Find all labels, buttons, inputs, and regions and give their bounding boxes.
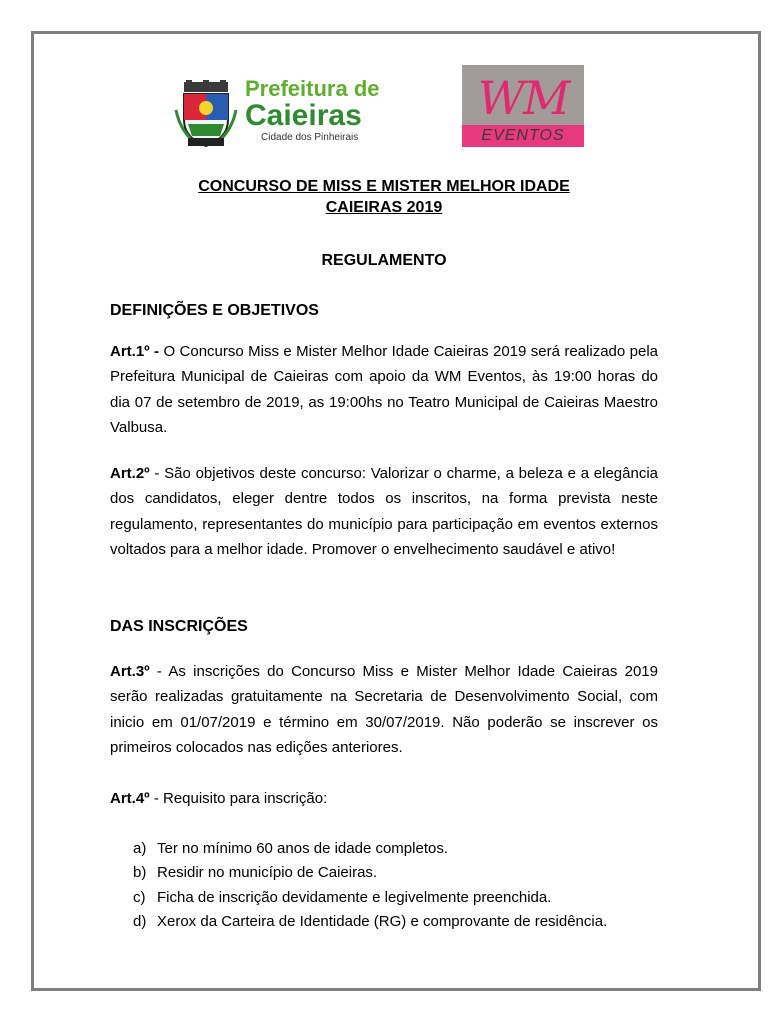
list-item-letter: c) [133,888,146,906]
header-logos [0,60,768,155]
list-item [133,910,607,934]
prefeitura-line2: Caieiras [245,99,362,132]
list-item [133,837,607,861]
caieiras-crest-logo [174,80,238,150]
document-title [0,176,768,218]
article-2-text: - São objetivos deste concurso: Valorizar o charme, a beleza e a elegância dos candidatos, eleger dentre todos os inscritos, na forma prevista neste regulamento, representantes do município para participação em eventos externos voltados para a melhor idade. Promover o envelhecimento saudável e ativo! [110,465,658,558]
prefeitura-line1: Prefeitura de [245,76,380,101]
article-1-label: Art.1º - [110,343,160,360]
wm-eventos-bar: EVENTOS [462,125,584,147]
section-heading-inscricoes: DAS INSCRIÇÕES [110,618,248,635]
prefeitura-caieiras-logo [245,78,380,143]
article-1-text: O Concurso Miss e Mister Melhor Idade Caieiras 2019 será realizado pela Prefeitura Municipal de Caieiras com apoio da WM Eventos, às 19:00 horas do dia 07 de setembro de 2019, as 19:00hs no Teatro Municipal de Caieiras Maestro Valbusa. [110,343,658,436]
section-heading-definicoes: DEFINIÇÕES E OBJETIVOS [110,302,319,319]
article-4-label: Art.4º [110,790,150,807]
title-line1: CONCURSO DE MISS E MISTER MELHOR IDADE [198,178,570,195]
article-2 [110,461,658,562]
title-line2: CAIEIRAS 2019 [325,199,443,216]
article-3-label: Art.3º [110,663,150,680]
list-item-letter: b) [133,864,147,882]
wm-eventos-logo [462,65,584,147]
article-2-label: Art.2º [110,465,150,482]
list-item-text: Ficha de inscrição devidamente e legivelmente preenchida. [157,888,552,906]
list-item [133,886,607,910]
article-1 [110,339,658,440]
list-item-letter: a) [133,840,147,857]
article-3-text: - As inscrições do Concurso Miss e Mister Melhor Idade Caieiras 2019 serão realizadas gratuitamente na Secretaria de Desenvolvimento Social, com inicio em 01/07/2019 e término em 30/07/2019. Não poderão se inscrever os primeiros colocados nas edições anteriores. [110,663,658,756]
article-4-text: - Requisito para inscrição: [149,790,328,807]
requirements-list [133,837,607,934]
article-4 [110,786,658,811]
list-item-letter: d) [133,912,147,930]
list-item [133,861,607,885]
list-item-text: Ter no mínimo 60 anos de idade completos. [157,840,448,857]
article-3 [110,659,658,760]
list-item-text: Residir no município de Caieiras. [157,864,378,882]
regulamento-heading: REGULAMENTO [321,252,447,269]
prefeitura-line3: Cidade dos Pinheirais [261,132,359,143]
wm-letters: WM [477,71,569,125]
list-item-text: Xerox da Carteira de Identidade (RG) e comprovante de residência. [157,912,608,930]
